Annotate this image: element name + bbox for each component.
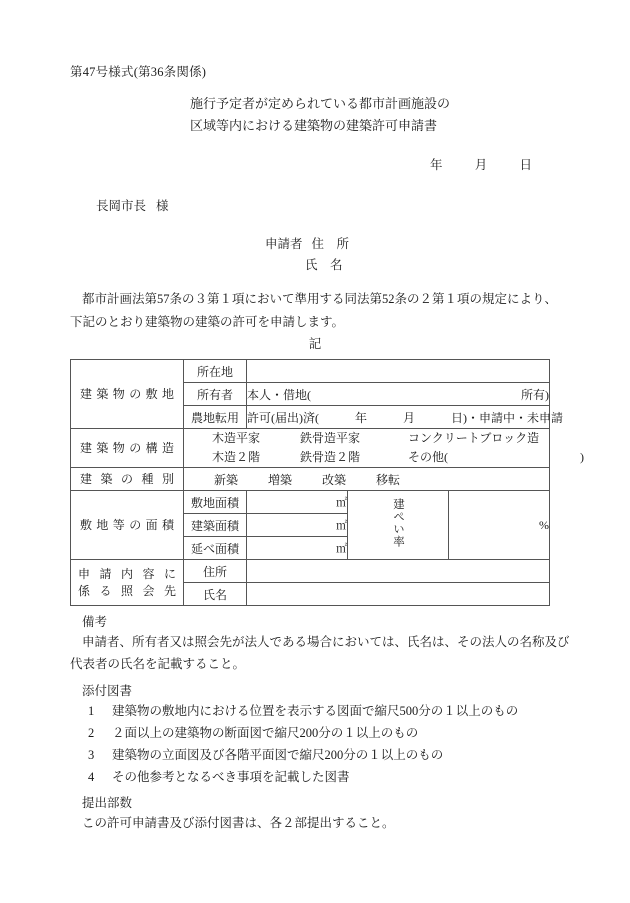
kind-label: 建築の種別 xyxy=(80,471,174,486)
coverage-ratio-value[interactable] xyxy=(449,491,550,560)
attachment-text: 建築物の敷地内における位置を表示する図面で縮尺500分の１以上のもの xyxy=(112,704,519,718)
attachment-number: 1 xyxy=(88,704,95,718)
contact-label-cell xyxy=(71,560,184,606)
intro-line-1: 都市計画法第57条の３第１項において準用する同法第52条の２第１項の規定により、 xyxy=(82,292,558,306)
site-owner-sub: 所有者 xyxy=(184,383,247,406)
structure-option-other[interactable]: その他( ) xyxy=(408,450,584,464)
contact-label-line2: 係る照会先 xyxy=(78,583,176,598)
copies-heading: 提出部数 xyxy=(82,796,133,810)
kind-label-cell xyxy=(71,468,184,491)
site-owner-value[interactable] xyxy=(247,383,550,406)
copies-text: この許可申請書及び添付図書は、各２部提出すること。 xyxy=(82,816,395,830)
structure-option-concrete-block[interactable]: コンクリートブロック造 xyxy=(408,431,540,445)
date-year-label: 年 xyxy=(430,158,443,172)
farmland-conversion-value[interactable]: 許可(届出)済( 年 月 日)・申請中・未申請 xyxy=(247,406,550,429)
remarks-text: 申請者、所有者又は照会先が法人である場合においては、氏名は、その法人の名称及び代表者の氏名を記載すること。 xyxy=(70,635,570,671)
building-area-sub: 建築面積 xyxy=(184,514,247,537)
intro-line-2: 下記のとおり建築物の建築の許可を申請します。 xyxy=(70,315,345,329)
coverage-ratio-label-cell xyxy=(348,491,449,560)
kind-option-rebuild[interactable]: 改築 xyxy=(322,472,347,487)
total-floor-area-sub: 延べ面積 xyxy=(184,537,247,560)
kind-options xyxy=(184,471,549,488)
coverage-ratio-label: 建ぺい率 xyxy=(392,498,404,548)
list-item xyxy=(70,722,580,744)
site-area-sub: 敷地面積 xyxy=(184,491,247,514)
addressee-name: 長岡市長 xyxy=(96,199,147,213)
site-area-value[interactable] xyxy=(247,491,348,514)
attachment-number: 3 xyxy=(88,748,95,762)
list-item xyxy=(70,700,580,722)
table-row xyxy=(71,491,550,514)
structure-option-steel-2f[interactable]: 鉄骨造２階 xyxy=(300,450,361,464)
document-title-line2: 区域等内における建築物の建築許可申請書 xyxy=(190,118,438,133)
table-row xyxy=(71,429,550,468)
attachment-text: ２面以上の建築物の断面図で縮尺200分の１以上のもの xyxy=(112,726,419,740)
intro-paragraph xyxy=(70,288,570,334)
attachment-text: 建築物の立面図及び各階平面図で縮尺200分の１以上のもの xyxy=(112,748,444,762)
kind-option-relocation[interactable]: 移転 xyxy=(376,472,401,487)
site-label-cell xyxy=(71,360,184,429)
contact-name-value[interactable] xyxy=(247,583,550,606)
applicant-address-row xyxy=(265,234,349,255)
list-item xyxy=(70,766,580,788)
kind-option-new[interactable]: 新築 xyxy=(214,472,239,487)
applicant-address-label: 住 所 xyxy=(311,237,350,251)
site-area-unit: ㎡ xyxy=(336,497,347,509)
date-line xyxy=(430,155,532,173)
attachment-text: その他参考となるべき事項を記載した図書 xyxy=(112,770,350,784)
contact-address-value[interactable] xyxy=(247,560,550,583)
structure-label-cell xyxy=(71,429,184,468)
table-row xyxy=(71,560,550,583)
contact-name-sub: 氏名 xyxy=(184,583,247,606)
structure-label: 建築物の構造 xyxy=(80,440,174,455)
total-floor-area-value[interactable] xyxy=(247,537,348,560)
total-floor-area-unit: ㎡ xyxy=(336,543,347,555)
building-area-unit: ㎡ xyxy=(336,520,347,532)
contact-address-sub: 住所 xyxy=(184,560,247,583)
applicant-label: 申請者 xyxy=(265,237,303,251)
ki-marker: 記 xyxy=(308,337,322,351)
site-owner-prefix: 本人・借地( xyxy=(247,387,311,402)
building-area-value[interactable] xyxy=(247,514,348,537)
applicant-name-label: 氏 名 xyxy=(305,258,343,272)
attachments-heading: 添付図書 xyxy=(82,684,133,698)
structure-option-wood-1f[interactable]: 木造平家 xyxy=(212,431,261,445)
structure-options-line1 xyxy=(184,429,549,448)
kind-option-extension[interactable]: 増築 xyxy=(268,472,293,487)
site-location-sub: 所在地 xyxy=(184,360,247,383)
table-row xyxy=(71,360,550,383)
contact-label-line1: 申請内容に xyxy=(78,566,176,581)
document-title-line1: 施行予定者が定められている都市計画施設の xyxy=(190,96,451,111)
table-row xyxy=(71,468,550,491)
applicant-name-row xyxy=(265,255,349,276)
document-title xyxy=(190,93,450,137)
site-owner-suffix: 所有) xyxy=(521,387,549,402)
structure-options-cell[interactable] xyxy=(184,429,584,468)
list-item xyxy=(70,744,580,766)
form-number: 第47号様式(第36条関係) xyxy=(70,65,207,79)
addressee-honorific: 様 xyxy=(156,199,169,213)
application-table xyxy=(70,359,584,606)
kind-options-cell[interactable] xyxy=(184,468,550,491)
attachments-list xyxy=(70,700,580,788)
structure-options-line2 xyxy=(184,448,584,467)
farmland-conversion-sub: 農地転用 xyxy=(184,406,247,429)
date-day-label: 日 xyxy=(519,158,533,172)
notes-section xyxy=(70,612,580,838)
date-month-label: 月 xyxy=(474,158,488,172)
coverage-ratio-unit: % xyxy=(539,517,549,532)
site-location-value[interactable] xyxy=(247,360,550,383)
area-label-cell xyxy=(71,491,184,560)
remarks-heading: 備考 xyxy=(82,615,108,629)
structure-option-steel-1f[interactable]: 鉄骨造平家 xyxy=(300,431,361,445)
attachment-number: 4 xyxy=(88,770,95,784)
addressee xyxy=(96,196,169,214)
applicant-block xyxy=(265,234,349,276)
area-label: 敷地等の面積 xyxy=(80,517,174,532)
attachment-number: 2 xyxy=(88,726,95,740)
site-label: 建築物の敷地 xyxy=(80,386,174,401)
structure-option-wood-2f[interactable]: 木造２階 xyxy=(212,450,261,464)
